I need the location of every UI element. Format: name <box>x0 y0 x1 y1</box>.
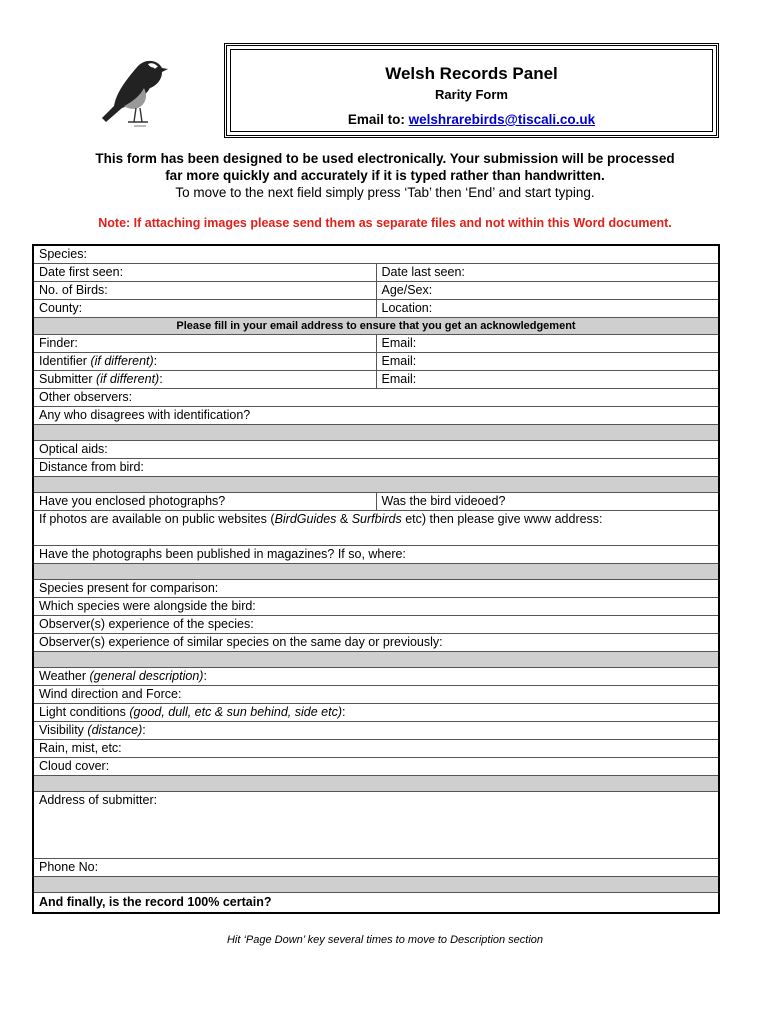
intro-line-3: To move to the next field simply press ‘Tab’ then ‘End’ and start typing. <box>175 185 595 200</box>
separator <box>33 425 719 441</box>
footer-instruction: Hit ‘Page Down’ key several times to move to Description section <box>226 934 544 946</box>
separator <box>33 477 719 493</box>
email-link[interactable]: welshrarebirds@tiscali.co.uk <box>408 112 596 127</box>
rarity-form-table <box>32 244 720 914</box>
field-number-of-birds[interactable]: No. of Birds: <box>33 282 376 300</box>
field-identifier[interactable]: Identifier (if different): <box>33 353 376 371</box>
separator <box>33 564 719 580</box>
header-box <box>224 43 719 138</box>
field-submitter-address[interactable]: Address of submitter: <box>33 792 719 859</box>
field-videoed[interactable]: Was the bird videoed? <box>376 493 719 511</box>
field-species[interactable]: Species: <box>33 245 719 264</box>
email-line <box>231 112 712 127</box>
field-rain-mist[interactable]: Rain, mist, etc: <box>33 740 719 758</box>
field-distance[interactable]: Distance from bird: <box>33 459 719 477</box>
field-photo-websites[interactable]: If photos are available on public websites (BirdGuides & Surfbirds etc) then please give www address: <box>33 511 719 546</box>
field-age-sex[interactable]: Age/Sex: <box>376 282 719 300</box>
field-wind[interactable]: Wind direction and Force: <box>33 686 719 704</box>
page-subtitle: Rarity Form <box>435 87 508 102</box>
field-visibility[interactable]: Visibility (distance): <box>33 722 719 740</box>
field-alongside-species[interactable]: Which species were alongside the bird: <box>33 598 719 616</box>
field-phone[interactable]: Phone No: <box>33 859 719 877</box>
field-other-observers[interactable]: Other observers: <box>33 389 719 407</box>
page-title: Welsh Records Panel <box>385 64 558 83</box>
field-light-conditions[interactable]: Light conditions (good, dull, etc & sun behind, side etc): <box>33 704 719 722</box>
field-finder[interactable]: Finder: <box>33 335 376 353</box>
field-date-last-seen[interactable]: Date last seen: <box>376 264 719 282</box>
email-label: Email to: <box>347 112 405 127</box>
intro-line-1: This form has been designed to be used electronically. Your submission will be processed <box>95 151 675 166</box>
field-location[interactable]: Location: <box>376 300 719 318</box>
field-photos-enclosed[interactable]: Have you enclosed photographs? <box>33 493 376 511</box>
field-weather[interactable]: Weather (general description): <box>33 668 719 686</box>
field-date-first-seen[interactable]: Date first seen: <box>33 264 376 282</box>
field-experience-similar[interactable]: Observer(s) experience of similar species on the same day or previously: <box>33 634 719 652</box>
intro-text <box>20 150 750 201</box>
field-finder-email[interactable]: Email: <box>376 335 719 353</box>
separator <box>33 652 719 668</box>
field-comparison-species[interactable]: Species present for comparison: <box>33 580 719 598</box>
field-cloud-cover[interactable]: Cloud cover: <box>33 758 719 776</box>
field-record-certain[interactable]: And finally, is the record 100% certain? <box>33 893 719 914</box>
attachment-note: Note: If attaching images please send them as separate files and not within this Word document. <box>98 216 672 230</box>
separator <box>33 877 719 893</box>
email-notice: Please fill in your email address to ensure that you get an acknowledgement <box>33 318 719 335</box>
bird-logo-icon <box>98 52 170 134</box>
field-disagrees[interactable]: Any who disagrees with identification? <box>33 407 719 425</box>
field-submitter[interactable]: Submitter (if different): <box>33 371 376 389</box>
separator <box>33 776 719 792</box>
field-optical-aids[interactable]: Optical aids: <box>33 441 719 459</box>
field-submitter-email[interactable]: Email: <box>376 371 719 389</box>
field-experience-species[interactable]: Observer(s) experience of the species: <box>33 616 719 634</box>
intro-line-2: far more quickly and accurately if it is typed rather than handwritten. <box>165 168 605 183</box>
field-county[interactable]: County: <box>33 300 376 318</box>
field-identifier-email[interactable]: Email: <box>376 353 719 371</box>
field-published[interactable]: Have the photographs been published in magazines? If so, where: <box>33 546 719 564</box>
